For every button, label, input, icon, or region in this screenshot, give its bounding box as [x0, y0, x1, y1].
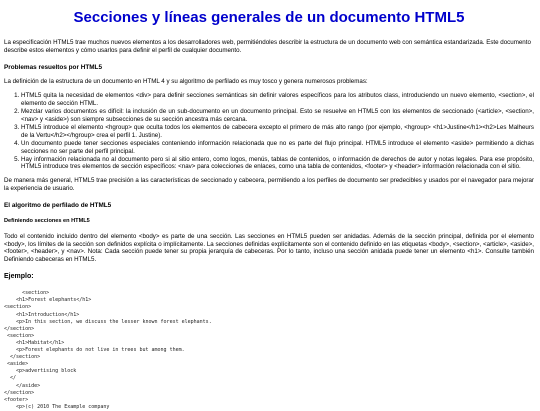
example-heading: Ejemplo: [4, 273, 34, 281]
list-item: 5. Hay información relacionada no al documento pero si al sitio entero, como logos, menús, tablas de contenidos, o información de derechos de autor y notas legales. Para ese propósito, HTML5 introduce tres elementos de sección específicos: <nav> para colecciones de enlaces, como una tabla de contenidos, <footer> y <header> información relacionada con el sitio. [21, 156, 534, 172]
problems-summary: De manera más general, HTML5 trae precisión a las características de seccionado y cabecera, permitiendo a los perfiles de documento ser predecibles y usados por el navegador para mejorar la experiencia de usuario. [4, 177, 534, 193]
intro-paragraph: La especificación HTML5 trae muchos nuevos elementos a los desarrolladores web, permitiéndoles describir la estructura de un documento web con semántica estandarizada. Este documento describe estos elementos y cómo usarlos para definir el perfil de cualquier documento. [4, 39, 531, 54]
problems-lead: La definición de la estructura de un documento en HTML 4 y su algoritmo de perfilado es muy tosco y genera numerosos problemas: [4, 78, 368, 86]
list-item: 1. HTML5 quita la necesidad de elementos <div> para definir secciones semánticas sin definir valores específicos para los atributos class, introduciendo un nuevo elemento, <section>, el elemento de sección HTML. [21, 92, 534, 108]
problems-heading: Problemas resueltos por HTML5 [4, 63, 103, 71]
sections-subheading: Definiendo secciones en HTML5 [4, 218, 90, 225]
page-title: Secciones y líneas generales de un documento HTML5 [73, 9, 465, 26]
list-item: 4. Un documento puede tener secciones especiales conteniendo información relacionada que no es parte del flujo principal. HTML5 introduce el elemento <aside> permitiendo a dichas secciones no ser parte del perfil principal. [21, 140, 534, 156]
problems-list [4, 92, 534, 171]
sections-paragraph: Todo el contenido incluido dentro del elemento <body> es parte de una sección. Las secciones en HTML5 pueden ser anidadas. Además de la sección principal, definida por el elemento <body>, los límites de la sección son definidos explícita o implícitamente. La secciones definidas explícitamente son el contenido definido en las etiquetas <body>, <section>, <article>, <aside>, <footer>, <header>, y <nav>. Nota: Cada sección puede tener su propia jerarquía de cabeceras. Por lo tanto, incluso una sección anidada puede tener un elemento <h1>. Consulte también Definiendo cabeceras en HTML5. [4, 232, 534, 264]
code-example: <section> <h1>Forest elephants</h1> <section> <h1>Introduction</h1> <p>In this section, we discuss the lesser known forest elephants. </section> <section> <h1>Habitat</h1> <p>Forest elephants do not live in trees but among them. </section> <aside> <p>advertising block </ </aside> </section> <footer> <p>(c) 2010 The Example company [4, 290, 212, 410]
list-item: 2. Mezclar varios documentos es difícil: la inclusión de un sub-documento en un documento principal. Esto se resuelve en HTML5 con los elementos de seccionado (<article>, <section>, <nav> y <aside>) son siempre subsecciones de su sección ancestra más cercana. [21, 108, 534, 124]
algorithm-heading: El algoritmo de perfilado de HTML5 [4, 202, 112, 210]
list-item: 3. HTML5 introduce el elemento <hgroup> que oculta todos los elementos de cabecera excepto el primero de más alto rango (por ejemplo, <hgroup> <h1>Justine</h1><h2>Les Malheurs de la Vertu</h2></hgroup> crea el perfil 1. Justine). [21, 124, 534, 140]
